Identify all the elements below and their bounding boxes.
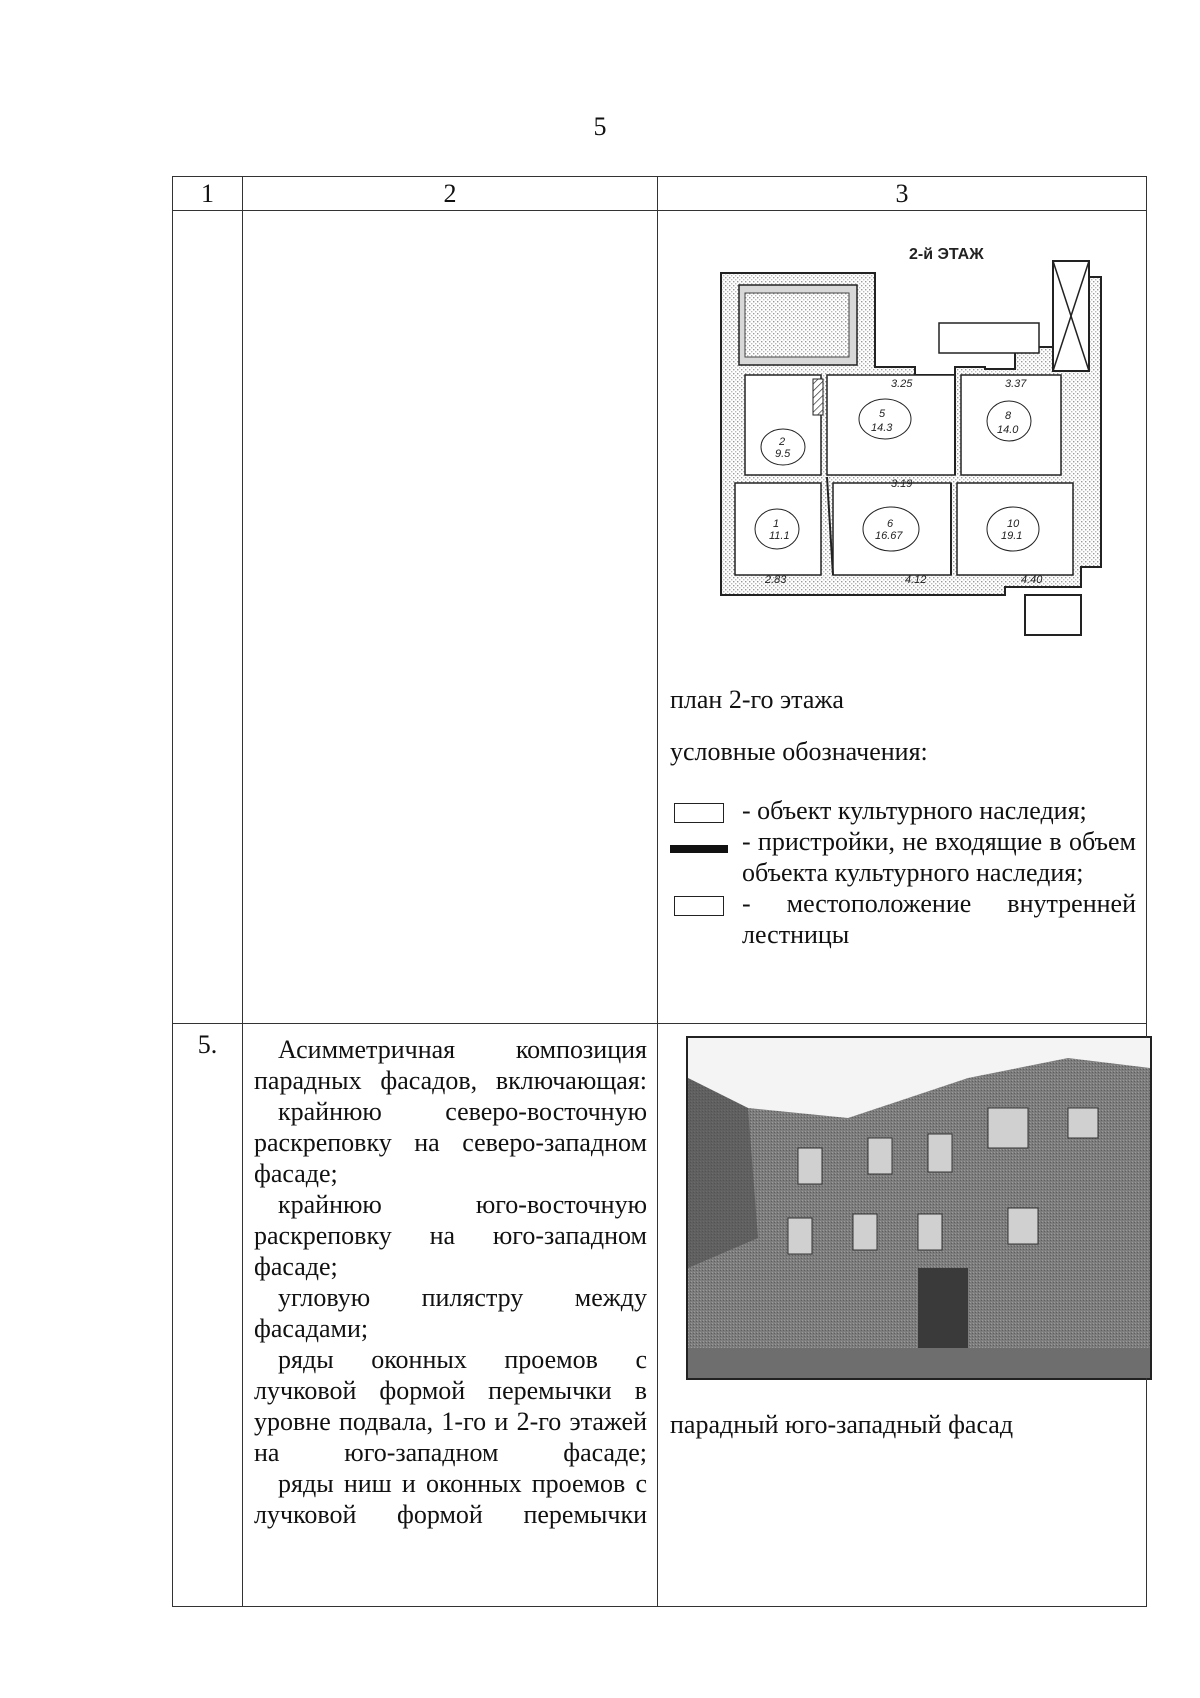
svg-text:14.0: 14.0 [997, 424, 1019, 436]
svg-text:10: 10 [1007, 518, 1020, 530]
outline-box-icon [674, 896, 724, 916]
legend-item-heritage: - объект культурного наследия; [670, 795, 1136, 826]
outline-box-icon [674, 803, 724, 823]
svg-text:3.37: 3.37 [1005, 378, 1027, 390]
monument-table [172, 176, 1147, 1607]
table-row-5 [173, 1024, 1147, 1607]
svg-text:5: 5 [879, 408, 886, 420]
plan-caption: план 2-го этажа [670, 685, 844, 714]
svg-text:4.40: 4.40 [1021, 574, 1043, 586]
header-cell-1: 1 [173, 177, 243, 211]
table-row-plan [173, 211, 1147, 1024]
header-row [173, 177, 1147, 211]
photo-cell [658, 1024, 1147, 1607]
svg-text:19.1: 19.1 [1001, 530, 1023, 542]
svg-text:8: 8 [1005, 410, 1012, 422]
floor-plan-drawing [705, 237, 1125, 677]
svg-text:9.5: 9.5 [775, 448, 791, 460]
page-number: 5 [593, 112, 607, 141]
legend [670, 795, 1136, 950]
svg-text:6: 6 [887, 518, 894, 530]
description-line: Асимметричная композиция парадных фасадов, включающая: [254, 1035, 647, 1095]
svg-text:2: 2 [779, 436, 786, 448]
header-cell-3: 3 [658, 177, 1147, 211]
legend-title: условные обозначения: [670, 737, 928, 766]
header-cell-2: 2 [243, 177, 658, 211]
thick-black-line-icon [670, 845, 728, 853]
svg-text:2.83: 2.83 [765, 574, 787, 586]
legend-item-annex: - пристройки, не входящие в объем объекта культурного наследия; [670, 826, 1136, 888]
description-line: угловую пилястру между фасадами; [254, 1283, 647, 1343]
svg-text:3.19: 3.19 [891, 478, 913, 490]
description-cell [243, 1024, 658, 1607]
photo-caption: парадный юго-западный фасад [670, 1410, 1014, 1439]
svg-text:3.25: 3.25 [891, 378, 913, 390]
legend-item-staircase: - местоположение внутренней лестницы [670, 888, 1136, 950]
svg-text:11.1: 11.1 [769, 530, 790, 542]
description-line: крайнюю юго-восточную раскреповку на юго-западном фасаде; [254, 1190, 647, 1281]
empty-description-cell [243, 211, 658, 1024]
svg-text:16.67: 16.67 [875, 530, 903, 542]
description-line: ряды оконных проемов с лучковой формой перемычки в уровне подвала, 1-го и 2-го этажей на юго-западном фасаде; [254, 1345, 647, 1467]
empty-number-cell [173, 211, 243, 1024]
row-number: 5. [173, 1024, 243, 1607]
description-line: ряды ниш и оконных проемов с лучковой формой перемычки [254, 1469, 647, 1529]
svg-text:1: 1 [773, 518, 780, 530]
floor-label: 2-й ЭТАЖ [909, 246, 984, 263]
facade-photo [686, 1036, 1152, 1380]
svg-text:14.3: 14.3 [871, 422, 893, 434]
svg-text:4.12: 4.12 [905, 574, 927, 586]
plan-cell [658, 211, 1147, 1024]
description-line: крайнюю северо-восточную раскреповку на северо-западном фасаде; [254, 1097, 647, 1188]
